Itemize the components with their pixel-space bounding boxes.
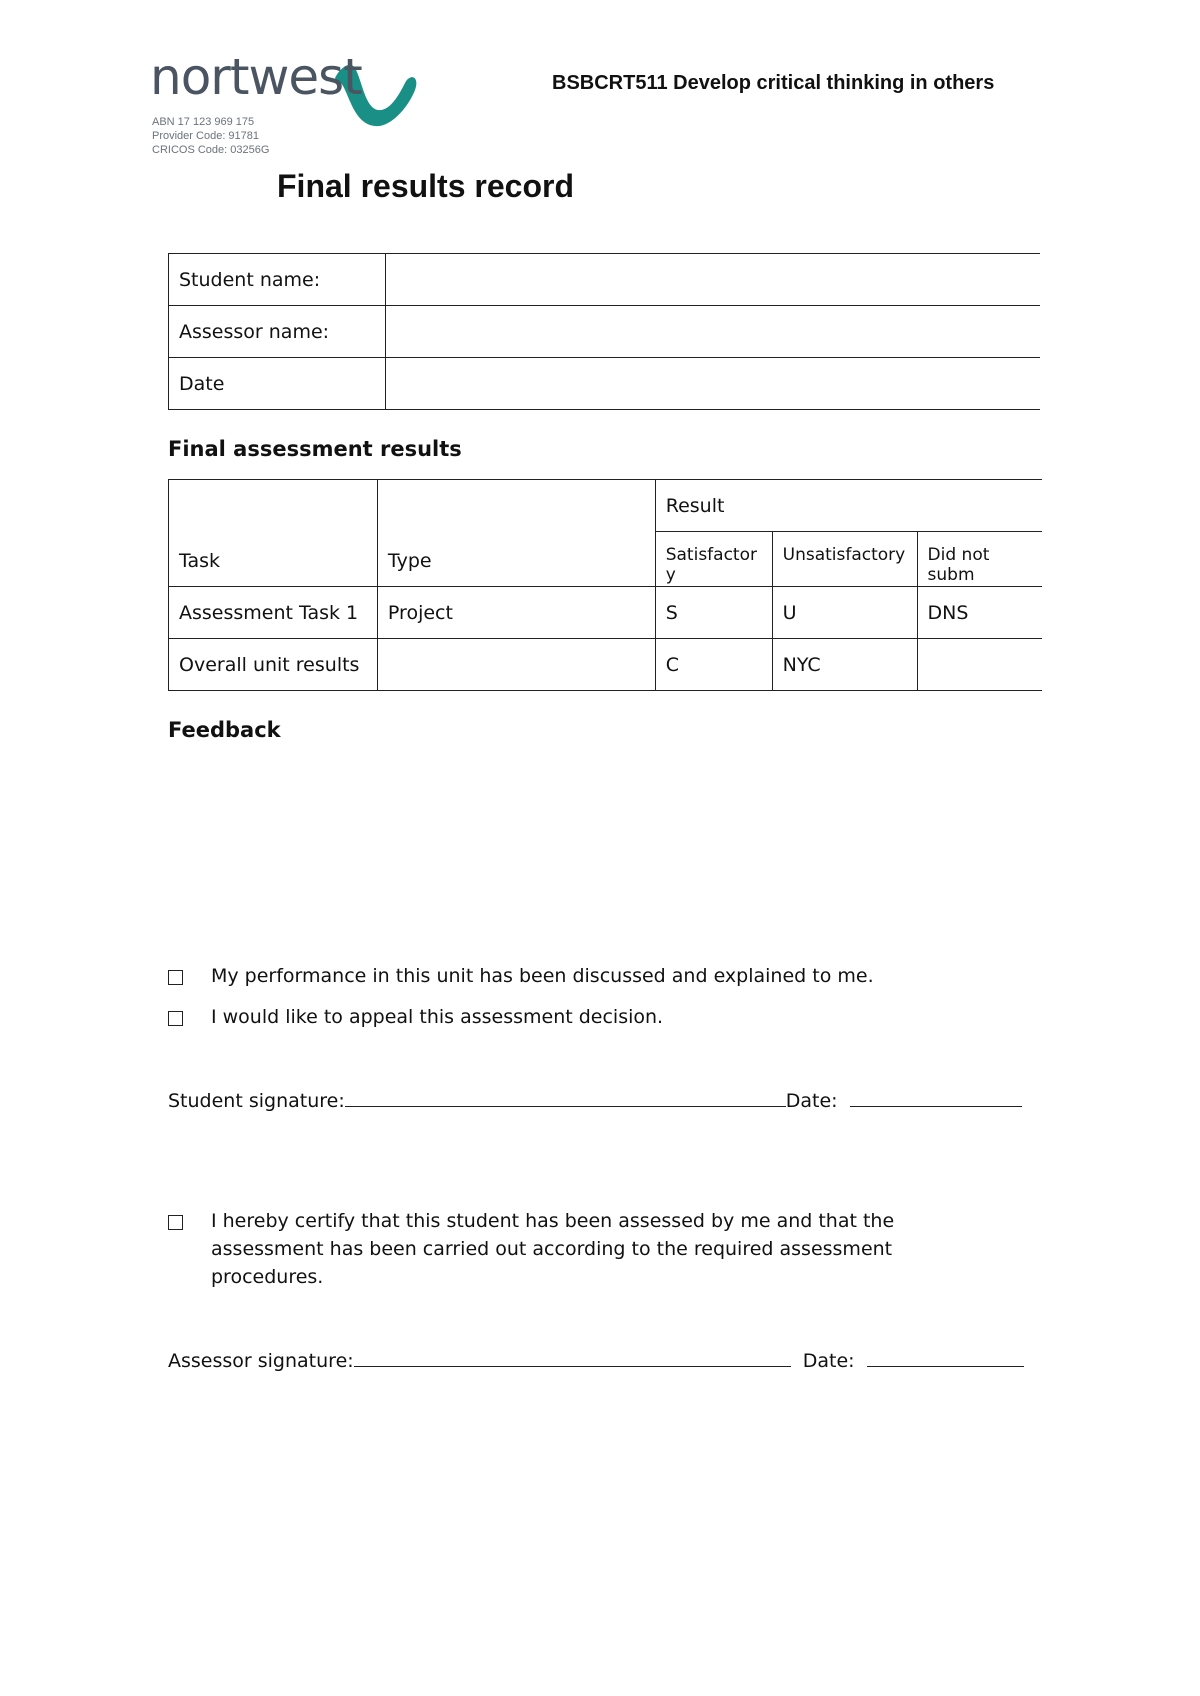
competent-option[interactable]: C bbox=[655, 639, 772, 691]
assessor-date-label: Date: bbox=[802, 1350, 855, 1372]
did-not-submit-option[interactable]: DNS bbox=[917, 587, 1042, 639]
student-signature-line[interactable] bbox=[345, 1088, 786, 1107]
student-date-label: Date: bbox=[785, 1090, 838, 1112]
table-row bbox=[169, 587, 1043, 639]
student-date-line[interactable] bbox=[850, 1088, 1022, 1107]
certify-checkbox[interactable] bbox=[168, 1215, 183, 1230]
type-cell bbox=[377, 639, 655, 691]
result-header: Result bbox=[655, 480, 1042, 532]
table-row bbox=[169, 358, 1041, 410]
unit-title: BSBCRT511 Develop critical thinking in others bbox=[552, 72, 995, 94]
appeal-check-row bbox=[168, 1003, 968, 1031]
did-not-submit-header: Did not subm bbox=[917, 532, 1042, 587]
document-title: Final results record bbox=[277, 168, 574, 204]
final-assessment-table bbox=[168, 479, 1042, 691]
task-cell: Assessment Task 1 bbox=[169, 587, 378, 639]
feedback-heading: Feedback bbox=[168, 718, 281, 742]
discussed-check-row bbox=[168, 962, 968, 990]
student-signature-label: Student signature: bbox=[168, 1090, 345, 1112]
final-assessment-heading: Final assessment results bbox=[168, 437, 462, 461]
student-name-label: Student name: bbox=[169, 254, 386, 306]
table-row bbox=[169, 639, 1043, 691]
table-header-row bbox=[169, 480, 1043, 532]
satisfactory-header: Satisfactory bbox=[655, 532, 772, 587]
assessor-signature-row bbox=[168, 1348, 1040, 1372]
logo-wordmark: nortwest bbox=[150, 48, 362, 106]
table-row bbox=[169, 306, 1041, 358]
assessor-date-line[interactable] bbox=[867, 1348, 1024, 1367]
assessor-signature-label: Assessor signature: bbox=[168, 1350, 354, 1372]
type-header: Type bbox=[377, 480, 655, 587]
student-signature-row bbox=[168, 1088, 1040, 1112]
not-yet-competent-option[interactable]: NYC bbox=[772, 639, 917, 691]
certify-check-label: I hereby certify that this student has been assessed by me and that the assessment has been carried out according to the required assessment procedures. bbox=[211, 1210, 895, 1288]
assessor-name-label: Assessor name: bbox=[169, 306, 386, 358]
empty-cell bbox=[917, 639, 1042, 691]
unsatisfactory-header: Unsatisfactory bbox=[772, 532, 917, 587]
certify-check-row bbox=[168, 1207, 958, 1291]
student-name-field[interactable] bbox=[386, 254, 1041, 306]
appeal-checkbox[interactable] bbox=[168, 1011, 183, 1026]
appeal-check-label: I would like to appeal this assessment decision. bbox=[211, 1006, 664, 1028]
student-info-table bbox=[168, 253, 1040, 410]
abn-text: ABN 17 123 969 175 bbox=[152, 116, 255, 128]
task-header: Task bbox=[169, 480, 378, 587]
date-field[interactable] bbox=[386, 358, 1041, 410]
task-cell: Overall unit results bbox=[169, 639, 378, 691]
discussed-checkbox[interactable] bbox=[168, 970, 183, 985]
discussed-check-label: My performance in this unit has been discussed and explained to me. bbox=[211, 965, 874, 987]
logo-registration bbox=[152, 115, 269, 157]
satisfactory-option[interactable]: S bbox=[655, 587, 772, 639]
cricos-code-text: CRICOS Code: 03256G bbox=[152, 144, 270, 156]
table-row bbox=[169, 254, 1041, 306]
provider-code-text: Provider Code: 91781 bbox=[152, 130, 260, 142]
unsatisfactory-option[interactable]: U bbox=[772, 587, 917, 639]
assessor-name-field[interactable] bbox=[386, 306, 1041, 358]
assessor-signature-line[interactable] bbox=[354, 1348, 791, 1367]
date-label: Date bbox=[169, 358, 386, 410]
type-cell: Project bbox=[377, 587, 655, 639]
